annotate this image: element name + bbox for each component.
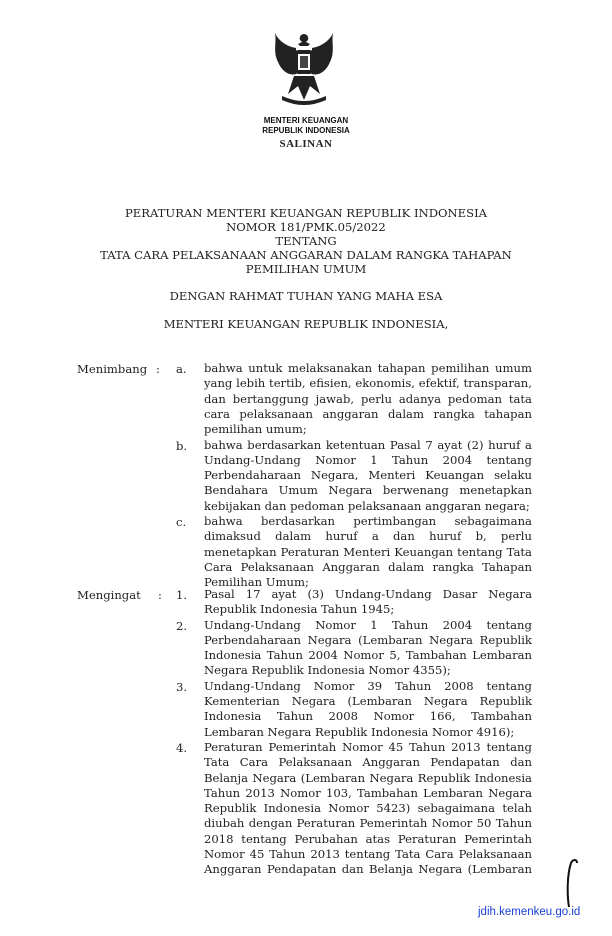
word: Keuangan	[425, 468, 485, 483]
text-line	[204, 862, 532, 877]
word: atas	[365, 831, 391, 846]
menimbang-item	[204, 361, 532, 437]
mengingat-item	[204, 679, 532, 740]
word: Umum	[278, 483, 318, 498]
text-line	[204, 633, 532, 648]
word: 1	[370, 452, 378, 467]
word: Nomor	[373, 709, 415, 724]
garuda-emblem-icon	[268, 28, 340, 110]
text-line	[204, 468, 532, 483]
word: perlu	[500, 529, 532, 544]
word: Negara	[307, 632, 352, 647]
text-line	[204, 816, 532, 831]
word: tentang	[486, 678, 532, 693]
text-line	[204, 740, 532, 755]
word: 2013	[245, 785, 275, 800]
mengingat-label: Mengingat	[77, 588, 141, 602]
word: Negara,	[310, 468, 359, 483]
text-line	[204, 679, 532, 694]
word: Republik	[204, 801, 257, 816]
word: Lembaran	[423, 785, 483, 800]
word: adanya	[398, 391, 442, 406]
word: 45	[249, 847, 265, 862]
word: 5423)	[376, 801, 411, 816]
word: Nomor	[431, 816, 473, 831]
word: Negara	[328, 483, 373, 498]
word: Belanja	[368, 862, 413, 877]
word: tentang	[241, 831, 287, 846]
word: huruf	[325, 529, 358, 544]
word: (2)	[467, 437, 484, 452]
word: 2004	[308, 648, 338, 663]
text-line	[204, 694, 532, 709]
word: Tata	[395, 847, 421, 862]
word: Pelaksanaan	[278, 755, 352, 770]
word: yang	[204, 376, 233, 391]
line-text: Lembaran Negara Republik Indonesia Nomor 4916);	[204, 724, 515, 739]
word: jawab,	[315, 391, 355, 406]
word: tata	[508, 391, 532, 406]
word: Tahun	[395, 678, 432, 693]
regulation-subject-line2: PEMILIHAN UMUM	[245, 262, 367, 276]
line-text: Republik Indonesia Tahun 1945;	[204, 602, 395, 617]
word: Tahun	[269, 847, 306, 862]
word: huruf	[429, 529, 462, 544]
menimbang-colon: :	[156, 362, 160, 376]
regulation-title: PERATURAN MENTERI KEUANGAN REPUBLIK INDONESIA	[124, 206, 488, 220]
word: a	[371, 529, 379, 544]
word: Negara	[291, 694, 336, 709]
text-line	[204, 376, 532, 391]
word: Nomor	[204, 847, 245, 862]
word: Peraturan	[397, 831, 457, 846]
text-line	[204, 483, 532, 498]
word: 5,	[389, 648, 401, 663]
word: diubah	[204, 816, 245, 831]
word: Cara	[239, 755, 269, 770]
word: menetapkan	[204, 544, 277, 559]
word: Nomor	[342, 740, 383, 754]
word: Pemerintah	[464, 831, 532, 846]
word: Negara	[488, 785, 532, 800]
menimbang-item	[204, 514, 532, 590]
word: 2013	[310, 847, 340, 862]
text-line	[204, 392, 532, 407]
word: Republik	[479, 694, 532, 709]
word: a	[525, 437, 532, 452]
word: Nomor	[328, 801, 369, 816]
word: pertimbangan	[353, 514, 437, 528]
item-marker: 2.	[176, 618, 188, 633]
text-line	[204, 529, 532, 544]
word: (Lembaran	[347, 694, 412, 709]
word: tentang	[486, 452, 532, 467]
word: dalam	[388, 406, 424, 421]
word: sebagaimana	[417, 801, 496, 816]
text-line	[204, 725, 532, 740]
word: 39	[367, 678, 383, 693]
word: menetapkan	[459, 483, 532, 498]
word: perlu	[360, 391, 392, 406]
word: selaku	[494, 468, 532, 483]
text-line	[204, 453, 532, 468]
word: pemilihan	[431, 361, 490, 375]
word: telah	[502, 801, 532, 816]
word: Dasar	[442, 587, 478, 601]
word: 2004	[442, 452, 473, 467]
word: berdasarkan	[247, 437, 322, 452]
word: tentang	[344, 847, 391, 862]
regulation-tentang: TENTANG	[275, 234, 337, 248]
word: cara	[204, 406, 230, 421]
word: Keuangan	[394, 544, 454, 559]
word: Menteri	[368, 468, 416, 483]
word: 166,	[429, 709, 456, 724]
word: dan	[393, 529, 415, 544]
word: b,	[475, 529, 487, 544]
mengingat-item	[204, 618, 532, 679]
word: Anggaran	[362, 755, 420, 770]
word: Menteri	[343, 544, 391, 559]
text-line	[204, 514, 532, 529]
word: efektif,	[418, 376, 460, 391]
word: melaksanakan	[287, 361, 373, 375]
word: 2008	[328, 709, 359, 724]
word: dalam	[275, 529, 312, 544]
text-line	[204, 438, 532, 453]
text-line	[204, 499, 532, 514]
text-line	[204, 847, 532, 862]
item-marker: b.	[176, 438, 188, 453]
word: Indonesia	[204, 648, 262, 663]
word: Peraturan	[280, 544, 340, 559]
word: Negara	[418, 862, 463, 877]
word: Tambahan	[405, 648, 467, 663]
word: tentang	[457, 544, 503, 559]
institution-name: MENTERI KEUANGAN	[263, 116, 349, 125]
word: berwenang	[382, 483, 449, 498]
word: dimaksud	[204, 529, 261, 544]
word: efisien,	[309, 376, 352, 391]
word: ayat	[437, 437, 463, 452]
word: Tambahan	[471, 709, 532, 724]
menimbang-label: Menimbang	[77, 362, 148, 376]
word: Kementerian	[204, 694, 280, 709]
text-line	[204, 407, 532, 422]
word: rangka	[433, 406, 475, 421]
word: Nomor	[343, 648, 384, 663]
word: tentang	[486, 617, 532, 632]
word: Bendahara	[204, 483, 269, 498]
word: Anggaran	[204, 862, 262, 877]
mengingat-item	[204, 587, 532, 618]
word: Undang-Undang	[334, 587, 432, 601]
word: tahapan	[377, 361, 426, 375]
menimbang-item	[204, 438, 532, 514]
item-marker: 4.	[176, 741, 188, 755]
word: Tata	[506, 544, 532, 559]
word: Perbendaharaan	[204, 632, 301, 647]
word: transparan,	[463, 376, 532, 391]
text-line	[204, 709, 532, 724]
word: Tahun	[392, 617, 429, 632]
word: Tahun	[276, 709, 314, 724]
word: Undang-Undang	[204, 617, 301, 632]
text-line	[204, 755, 532, 770]
text-line	[204, 545, 532, 560]
word: huruf	[488, 437, 521, 452]
word: ekonomis,	[355, 376, 415, 391]
word: pedoman	[447, 391, 502, 406]
item-marker: 3.	[176, 679, 188, 694]
word: anggaran	[322, 406, 379, 421]
line-text: kebijakan dan pedoman pelaksanaan anggaran negara;	[204, 498, 530, 513]
word: (Lembaran	[358, 632, 423, 647]
word: Indonesia	[204, 709, 262, 724]
word: Negara	[429, 632, 473, 647]
word: (3)	[307, 587, 324, 601]
item-marker: a.	[176, 362, 187, 376]
preamble: DENGAN RAHMAT TUHAN YANG MAHA ESA	[169, 289, 443, 303]
word: tertib,	[269, 376, 306, 391]
word: Tahun	[266, 648, 303, 663]
text-line	[204, 602, 532, 617]
line-text: pemilihan umum;	[204, 422, 307, 437]
word: Negara	[369, 770, 414, 785]
line-text: Negara Republik Indonesia Nomor 4355);	[204, 663, 451, 678]
word: Negara	[252, 770, 297, 785]
word: Pelaksanaan	[240, 559, 314, 574]
word: dan	[204, 391, 226, 406]
word: Indonesia	[263, 801, 321, 816]
word: Pemerintah	[268, 740, 337, 754]
word: Peraturan	[204, 740, 263, 754]
initial-signature-icon	[555, 855, 585, 910]
word: sebagaimana	[454, 514, 532, 528]
text-line	[204, 361, 532, 376]
regulation-subject-line1: TATA CARA PELAKSANAAN ANGGARAN DALAM RANGKA TAHAPAN	[100, 248, 512, 262]
word: bahwa	[204, 361, 243, 375]
word: Pelaksanaan	[458, 847, 532, 862]
word: ketentuan	[325, 437, 386, 452]
word: tahapan	[484, 406, 532, 421]
word: Tahun	[392, 452, 429, 467]
word: berdasarkan	[261, 514, 335, 528]
text-line	[204, 422, 532, 437]
mengingat-colon: :	[158, 588, 162, 602]
word: (Lembaran	[467, 862, 532, 877]
word: 103,	[325, 785, 352, 800]
word: bertanggung	[232, 391, 309, 406]
word: ayat	[271, 587, 297, 601]
line-text: Pemilihan Umum;	[204, 575, 309, 590]
word: umum	[495, 361, 532, 375]
word: 2013	[451, 740, 481, 754]
word: Nomor	[315, 617, 356, 632]
word: Pasal	[204, 587, 235, 601]
word: Nomor	[313, 678, 355, 693]
word: 1	[370, 617, 378, 632]
text-line	[204, 832, 532, 847]
item-marker: 1.	[176, 588, 188, 602]
word: bahwa	[204, 514, 243, 528]
word: untuk	[248, 361, 283, 375]
word: (Lembaran	[300, 770, 366, 785]
item-marker: c.	[176, 515, 187, 529]
word: Pasal	[389, 437, 421, 452]
word: Nomor	[315, 452, 356, 467]
word: bahwa	[204, 437, 243, 452]
salinan-stamp: SALINAN	[279, 138, 333, 150]
word: Tata	[204, 755, 230, 770]
regulation-number: NOMOR 181/PMK.05/2022	[226, 220, 386, 234]
text-line	[204, 771, 532, 786]
word: 7	[425, 437, 433, 452]
word: Republik	[479, 632, 532, 647]
text-line	[204, 560, 532, 575]
word: Perbendaharaan	[204, 468, 301, 483]
word: Republik	[417, 770, 471, 785]
word: Negara	[423, 694, 468, 709]
word: Tahapan	[482, 559, 532, 574]
word: Cara	[425, 847, 454, 862]
word: 45	[388, 740, 404, 754]
word: Nomor	[280, 785, 321, 800]
text-line	[204, 618, 532, 633]
word: 2004	[442, 617, 473, 632]
text-line	[204, 587, 532, 602]
word: Lembaran	[472, 648, 532, 663]
issuer: MENTERI KEUANGAN REPUBLIK INDONESIA,	[163, 317, 449, 331]
word: Tahun	[409, 740, 446, 754]
word: 17	[245, 587, 261, 601]
word: Tambahan	[357, 785, 418, 800]
word: dengan	[248, 816, 293, 831]
word: Belanja	[204, 770, 248, 785]
word: lebih	[236, 376, 266, 391]
text-line	[204, 786, 532, 801]
text-line	[204, 648, 532, 663]
word: Cara	[204, 559, 233, 574]
word: Tahun	[204, 785, 241, 800]
word: Peraturan	[296, 816, 356, 831]
word: pelaksanaan	[239, 406, 313, 421]
word: rangka	[432, 559, 474, 574]
word: dan	[341, 862, 364, 877]
word: 2008	[444, 678, 474, 693]
word: tentang	[486, 740, 532, 754]
word: Undang-Undang	[204, 678, 301, 693]
jdih-link[interactable]: jdih.kemenkeu.go.id	[478, 906, 581, 918]
word: Pemerintah	[359, 816, 428, 831]
word: dalam	[388, 559, 425, 574]
word: Undang-Undang	[204, 452, 301, 467]
word: dan	[510, 755, 532, 770]
word: 2018	[204, 831, 234, 846]
mengingat-item	[204, 740, 532, 878]
word: 50	[476, 816, 492, 831]
word: Pendapatan	[266, 862, 337, 877]
text-line	[204, 663, 532, 678]
word: Perubahan	[294, 831, 358, 846]
word: Negara	[488, 587, 532, 601]
text-line	[204, 801, 532, 816]
word: Anggaran	[322, 559, 380, 574]
word: Pendapatan	[430, 755, 500, 770]
institution-country: REPUBLIK INDONESIA	[262, 126, 350, 135]
word: Indonesia	[474, 770, 532, 785]
word: Tahun	[495, 816, 532, 831]
